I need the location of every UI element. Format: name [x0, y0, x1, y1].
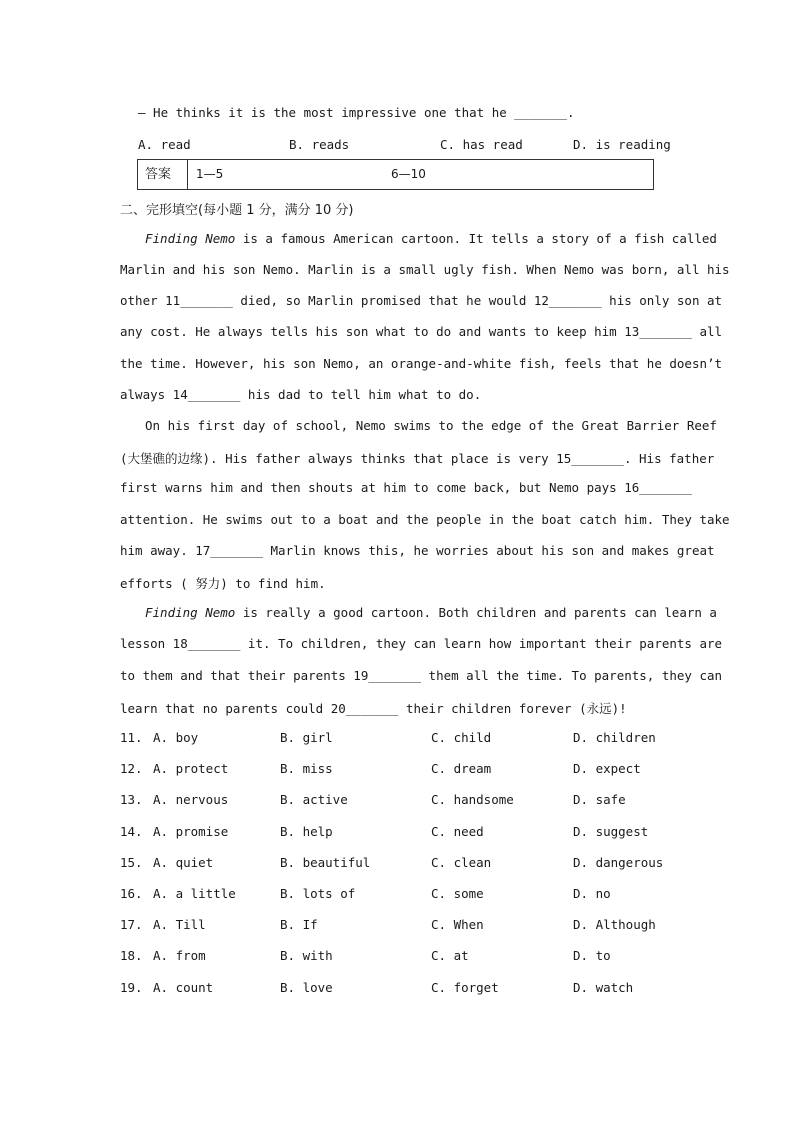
- question-number: 18.: [120, 948, 143, 964]
- question-option: C. some: [431, 886, 484, 901]
- prev-question-stem: — He thinks it is the most impressive one that he _______.: [138, 105, 575, 120]
- question-option: B. beautiful: [280, 854, 371, 870]
- question-option: A. a little: [153, 886, 236, 901]
- cartoon-title-2: Finding Nemo: [145, 605, 236, 620]
- question-number: 15.: [120, 854, 143, 870]
- answer-label: 答案: [138, 160, 188, 189]
- p1-line1-text: is a famous American cartoon. It tells a story of a fish called: [235, 231, 717, 246]
- question-option: A. from: [153, 948, 206, 964]
- passage-p2-line6: efforts ( 努力) to find him.: [120, 576, 326, 591]
- question-option: A. boy: [153, 730, 199, 745]
- question-option: B. love: [280, 979, 333, 995]
- answer-range-6-10: 6—10: [391, 167, 426, 181]
- question-option: A. count: [153, 979, 214, 995]
- question-number: 14.: [120, 823, 143, 839]
- passage-p1-line5: the time. However, his son Nemo, an orange-and-white fish, feels that he doesn’t: [120, 356, 723, 371]
- question-option: D. expect: [573, 761, 641, 777]
- question-option: C. at: [431, 948, 469, 964]
- question-number: 13.: [120, 792, 143, 808]
- question-option: A. quiet: [153, 854, 214, 870]
- passage-p2-line1: On his first day of school, Nemo swims to the edge of the Great Barrier Reef: [145, 418, 717, 433]
- question-option: C. When: [431, 917, 484, 933]
- question-number: 11.: [120, 730, 143, 745]
- prev-option-a: A. read: [138, 137, 191, 152]
- passage-p2-line4: attention. He swims out to a boat and the people in the boat catch him. They take: [120, 512, 730, 527]
- question-option: A. protect: [153, 761, 229, 777]
- p3-line1-text: is really a good cartoon. Both children and parents can learn a: [235, 605, 717, 620]
- prev-option-d: D. is reading: [573, 137, 671, 152]
- passage-p1-line6: always 14_______ his dad to tell him what to do.: [120, 387, 482, 402]
- passage-p1-line4: any cost. He always tells his son what to do and wants to keep him 13_______ all: [120, 324, 723, 339]
- question-option: C. clean: [431, 854, 492, 870]
- question-option: B. help: [280, 823, 333, 839]
- passage-p3-line4: learn that no parents could 20_______ their children forever (永远)!: [120, 701, 627, 716]
- question-option: B. If: [280, 917, 318, 933]
- question-option: D. suggest: [573, 823, 649, 839]
- passage-p2-line3: first warns him and then shouts at him to come back, but Nemo pays 16_______: [120, 480, 692, 495]
- question-option: D. children: [573, 730, 656, 745]
- passage-p2-line5: him away. 17_______ Marlin knows this, he worries about his son and makes great: [120, 543, 715, 558]
- section-heading: 二、完形填空(每小题 1 分，满分 10 分): [120, 203, 354, 218]
- question-option: B. lots of: [280, 886, 356, 901]
- answer-range-1-5: 1—5: [196, 167, 224, 181]
- passage-p1-line3: other 11_______ died, so Marlin promised that he would 12_______ his only son at: [120, 293, 723, 308]
- answer-box: [137, 159, 654, 190]
- passage-p1-line2: Marlin and his son Nemo. Marlin is a small ugly fish. When Nemo was born, all his: [120, 262, 730, 277]
- question-option: D. watch: [573, 979, 634, 995]
- passage-p1-line1: [145, 231, 717, 246]
- prev-option-b: B. reads: [289, 137, 350, 152]
- question-option: C. dream: [431, 761, 492, 777]
- passage-p2-line2: (大堡礁的边缘). His father always thinks that place is very 15_______. His father: [120, 451, 715, 466]
- question-option: B. miss: [280, 761, 333, 777]
- question-option: D. safe: [573, 792, 626, 808]
- question-option: A. Till: [153, 917, 206, 933]
- question-option: C. need: [431, 823, 484, 839]
- question-option: C. child: [431, 730, 492, 745]
- question-option: C. forget: [431, 979, 499, 995]
- question-option: B. girl: [280, 730, 333, 745]
- passage-p3-line1: [145, 605, 717, 620]
- question-option: B. with: [280, 948, 333, 964]
- passage-p3-line2: lesson 18_______ it. To children, they can learn how important their parents are: [120, 636, 723, 651]
- passage-p3-line3: to them and that their parents 19_______ them all the time. To parents, they can: [120, 668, 723, 683]
- question-option: D. Although: [573, 917, 656, 933]
- question-number: 17.: [120, 917, 143, 933]
- question-option: A. promise: [153, 823, 229, 839]
- question-option: D. dangerous: [573, 854, 664, 870]
- question-number: 16.: [120, 886, 143, 901]
- question-option: D. no: [573, 886, 611, 901]
- question-option: C. handsome: [431, 792, 514, 808]
- cartoon-title: Finding Nemo: [145, 231, 236, 246]
- question-number: 12.: [120, 761, 143, 777]
- prev-option-c: C. has read: [440, 137, 523, 152]
- question-option: A. nervous: [153, 792, 229, 808]
- question-option: D. to: [573, 948, 611, 964]
- question-number: 19.: [120, 979, 143, 995]
- question-option: B. active: [280, 792, 348, 808]
